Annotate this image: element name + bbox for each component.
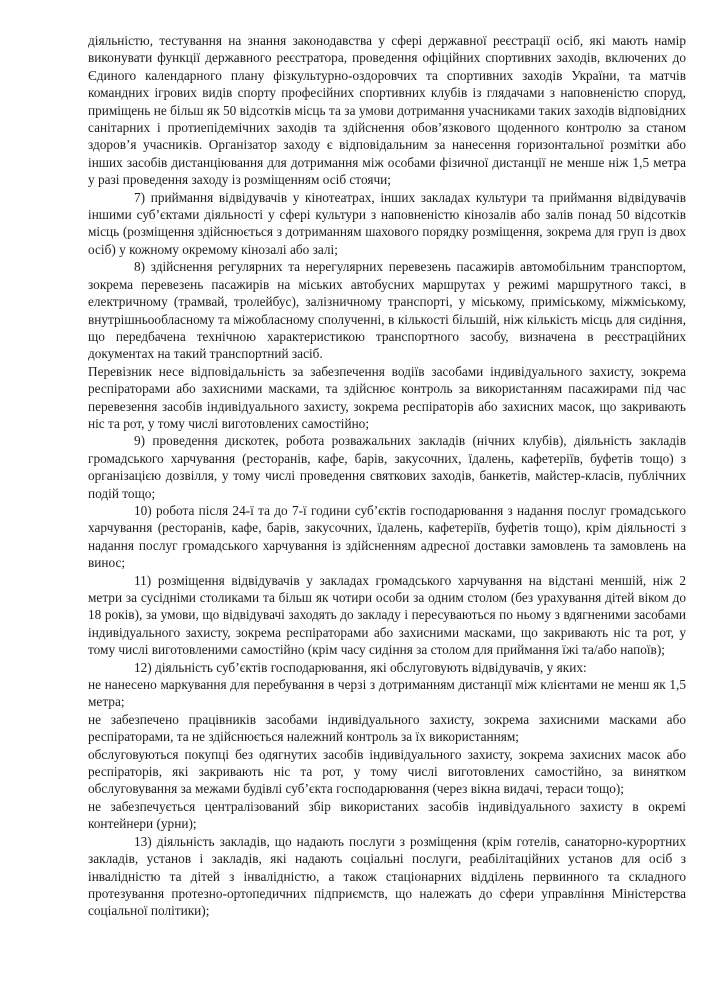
paragraph-item-12-disposal: не забезпечується централізований збір використаних засобів індивідуального захисту в окремі контейнери (урни); bbox=[88, 798, 686, 832]
paragraph-item-12-staff-ppe: не забезпечено працівників засобами індивідуального захисту, зокрема захисними масками або респіраторами, та не здійснюється належний контроль за їх використанням; bbox=[88, 711, 686, 745]
paragraph-item-11: 11) розміщення відвідувачів у закладах громадського харчування на відстані меншій, ніж 2 метри за сусідніми столиками та більш як чотири особи за одним столом (без урахування дітей віком до 18 років), за умови, що відвідувачі заходять до закладу і пересуваються по ньому з вдягненими засобами індивідуального захисту, зокрема респіраторами або захисними масками, що закривають ніс та рот, у тому числі виготовленими самостійно (крім часу сидіння за столом для приймання їжі та/або напоїв); bbox=[88, 572, 686, 658]
document-body bbox=[88, 32, 686, 920]
paragraph-continuation: діяльністю, тестування на знання законодавства у сфері державної реєстрації осіб, які мають намір виконувати функції державного реєстратора, проведення офіційних спортивних заходів, включених до Єдиного календарного плану фізкультурно-оздоровчих та спортивних заходів України, та матчів командних ігрових видів спорту професійних спортивних клубів із глядачами з наповненістю споруд, приміщень не більш як 50 відсотків місць та за умови дотримання учасниками таких заходів відповідних санітарних і протиепідемічних заходів та здійснення обов’язкового щоденного контролю за станом здоров’я учасників. Організатор заходу є відповідальним за нанесення горизонтальної розмітки або інших засобів дистанціювання для дотримання між особами фізичної дистанції не менше ніж 1,5 метра у разі проведення заходу із розміщенням осіб стоячи; bbox=[88, 33, 686, 188]
paragraph-item-8: 8) здійснення регулярних та нерегулярних перевезень пасажирів автомобільним транспортом, зокрема перевезень пасажирів на міських автобусних маршрутах у режимі маршрутного таксі, в електричному (трамвай, тролейбус), залізничному транспорті, у міському, приміському, міжміському, внутрішньообласному та міжобласному сполученні, в кількості більшій, ніж кількість місць для сидіння, що передбачена технічною характеристикою транспортного засобу, визначена в реєстраційних документах на такий транспортний засіб. bbox=[88, 259, 686, 362]
paragraph-item-12-marking: не нанесено маркування для перебування в черзі з дотриманням дистанції між клієнтами не менш як 1,5 метра; bbox=[88, 677, 686, 710]
paragraph-item-10: 10) робота після 24-ї та до 7-ї години суб’єктів господарювання з надання послуг громадського харчування (ресторанів, кафе, барів, закусочних, їдалень, кафетеріїв, буфетів тощо), крім діяльності з надання послуг громадського харчування із здійсненням адресної доставки замовлень та замовлень на винос; bbox=[88, 502, 686, 571]
paragraph-item-13: 13) діяльність закладів, що надають послуги з розміщення (крім готелів, санаторно-курортних закладів, установ і закладів, які надають соціальні послуги, реабілітаційних установ для осіб з інвалідністю та дітей з інвалідністю, а також стаціонарних відділень первинного та складного протезування протезно-ортопедичних підприємств, що належать до сфери управління Міністерства соціальної політики); bbox=[88, 833, 686, 919]
paragraph-item-9: 9) проведення дискотек, робота розважальних закладів (нічних клубів), діяльність закладів громадського харчування (ресторанів, кафе, барів, закусочних, їдалень, кафетеріїв, буфетів тощо) з організацією дозвілля, у тому числі проведення святкових заходів, банкетів, майстер-класів, публічних подій тощо; bbox=[88, 433, 686, 501]
paragraph-item-12-customers: обслуговуються покупці без одягнутих засобів індивідуального захисту, зокрема захисних масок або респіраторів, які закривають ніс та рот, у тому числі виготовлених самостійно, за винятком обслуговування за межами будівлі суб’єкта господарювання (через вікна видачі, тераси тощо); bbox=[88, 746, 686, 797]
paragraph-item-7: 7) приймання відвідувачів у кінотеатрах, інших закладах культури та приймання відвідувачів іншими суб’єктами діяльності у сфері культури з наповненістю кінозалів або залів понад 50 відсотків місць (розміщення здійснюється з дотриманням шахового порядку розміщення, зокрема для груп із двох осіб) у кожному окремому кінозалі або залі; bbox=[88, 189, 686, 257]
paragraph-item-12: 12) діяльність суб’єктів господарювання, які обслуговують відвідувачів, у яких: bbox=[134, 659, 587, 675]
paragraph-carrier-liability: Перевізник несе відповідальність за забезпечення водіїв засобами індивідуального захисту, зокрема респіраторами або захисними масками, та здійснює контроль за використанням пасажирами під час перевезення засобів індивідуального захисту, зокрема респіраторів або захисних масок, що закривають ніс та рот, у тому числі виготовлених самостійно; bbox=[88, 363, 686, 431]
